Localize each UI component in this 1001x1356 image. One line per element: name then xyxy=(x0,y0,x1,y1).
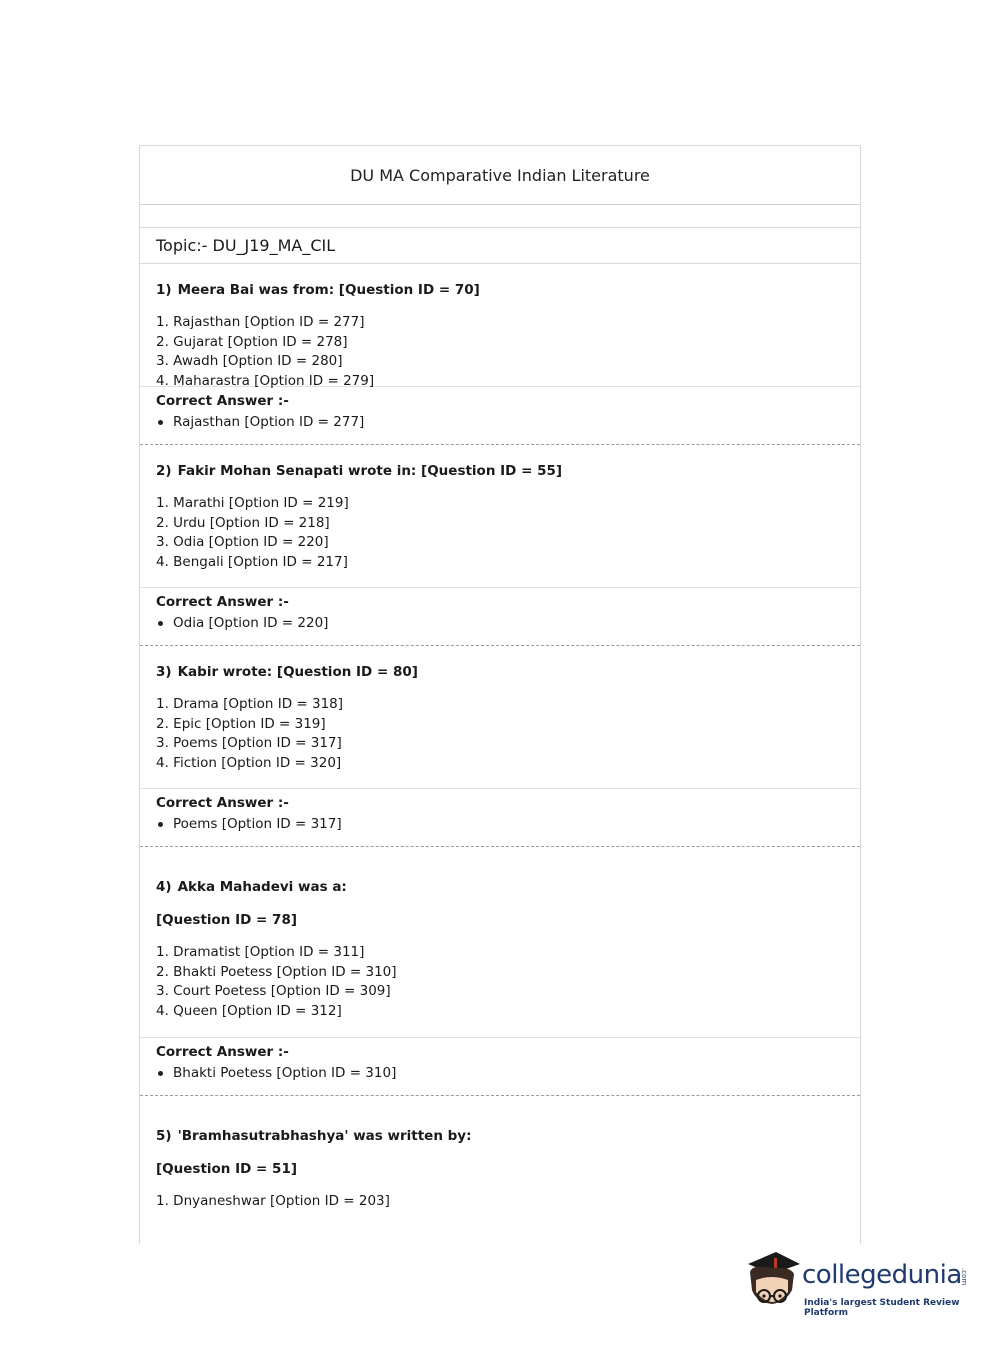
question-text: Kabir wrote: [Question ID = 80] xyxy=(177,664,418,680)
question-5-title xyxy=(156,1128,844,1144)
correct-answer xyxy=(156,1065,844,1081)
option-item: 1. Dramatist [Option ID = 311] xyxy=(156,944,365,960)
option-item: 2. Urdu [Option ID = 218] xyxy=(156,514,330,531)
option-item: 4. Fiction [Option ID = 320] xyxy=(156,754,342,771)
question-1-options xyxy=(156,313,844,391)
option-item: 3. Poems [Option ID = 317] xyxy=(156,735,342,751)
option-item: 3. Court Poetess [Option ID = 309] xyxy=(156,983,391,999)
question-5 xyxy=(140,1096,860,1212)
spacer-row xyxy=(140,205,860,228)
bullet-icon xyxy=(158,420,163,425)
answer-2 xyxy=(140,587,860,645)
correct-answer xyxy=(156,615,844,631)
option-item: 1. Rajasthan [Option ID = 277] xyxy=(156,314,365,330)
question-text: Akka Mahadevi was a: xyxy=(177,879,347,895)
correct-answer-label: Correct Answer :- xyxy=(156,594,289,610)
question-2-title xyxy=(156,463,844,479)
brand-name: collegedunia xyxy=(802,1260,962,1290)
question-1-title xyxy=(156,282,844,298)
question-id: [Question ID = 51] xyxy=(156,1161,298,1177)
question-2-options xyxy=(156,494,844,572)
option-item: 3. Odia [Option ID = 220] xyxy=(156,534,329,550)
question-3-title xyxy=(156,664,844,680)
question-4-options xyxy=(156,943,844,1021)
question-3 xyxy=(140,646,860,788)
collegedunia-logo xyxy=(742,1250,972,1320)
document-title-text: DU MA Comparative Indian Literature xyxy=(350,165,650,185)
correct-answer-text: Rajasthan [Option ID = 277] xyxy=(173,414,365,430)
option-item: 3. Awadh [Option ID = 280] xyxy=(156,353,343,369)
option-item: 4. Maharastra [Option ID = 279] xyxy=(156,372,375,389)
question-text: 'Bramhasutrabhashya' was written by: xyxy=(177,1128,472,1144)
document-sheet xyxy=(139,145,861,1244)
correct-answer-label: Correct Answer :- xyxy=(156,795,289,811)
question-number: 1) xyxy=(156,282,172,298)
question-3-options xyxy=(156,695,844,773)
question-number: 2) xyxy=(156,463,172,479)
correct-answer-text: Odia [Option ID = 220] xyxy=(173,615,329,631)
option-item: 2. Epic [Option ID = 319] xyxy=(156,715,326,732)
correct-answer-label: Correct Answer :- xyxy=(156,393,289,409)
option-item: 1. Marathi [Option ID = 219] xyxy=(156,495,349,511)
question-text: Fakir Mohan Senapati wrote in: [Question ID = 55] xyxy=(177,463,563,479)
question-5-options xyxy=(156,1192,844,1212)
correct-answer xyxy=(156,816,844,832)
question-4 xyxy=(140,847,860,1037)
topic-heading xyxy=(140,228,860,264)
question-id: [Question ID = 78] xyxy=(156,912,298,928)
option-item: 1. Dnyaneshwar [Option ID = 203] xyxy=(156,1193,390,1209)
answer-1 xyxy=(140,386,860,444)
option-item: 1. Drama [Option ID = 318] xyxy=(156,696,344,712)
mascot-icon xyxy=(742,1250,802,1316)
correct-answer-label: Correct Answer :- xyxy=(156,1044,289,1060)
question-2 xyxy=(140,445,860,587)
question-number: 3) xyxy=(156,664,172,680)
question-4-title xyxy=(156,879,844,895)
correct-answer-text: Poems [Option ID = 317] xyxy=(173,816,342,832)
bullet-icon xyxy=(158,822,163,827)
answer-3 xyxy=(140,788,860,846)
option-item: 2. Gujarat [Option ID = 278] xyxy=(156,333,348,350)
answer-4 xyxy=(140,1037,860,1095)
bullet-icon xyxy=(158,621,163,626)
question-number: 4) xyxy=(156,879,172,895)
option-item: 2. Bhakti Poetess [Option ID = 310] xyxy=(156,963,397,980)
question-text: Meera Bai was from: [Question ID = 70] xyxy=(177,282,480,298)
question-number: 5) xyxy=(156,1128,172,1144)
option-item: 4. Bengali [Option ID = 217] xyxy=(156,553,348,570)
option-item: 4. Queen [Option ID = 312] xyxy=(156,1002,342,1019)
brand-suffix: .com xyxy=(960,1268,968,1286)
correct-answer-text: Bhakti Poetess [Option ID = 310] xyxy=(173,1065,397,1081)
bullet-icon xyxy=(158,1071,163,1076)
brand-tagline: India's largest Student Review Platform xyxy=(804,1298,960,1318)
question-1 xyxy=(140,264,860,389)
topic-text: Topic:- DU_J19_MA_CIL xyxy=(156,236,336,255)
correct-answer xyxy=(156,414,844,430)
document-title xyxy=(140,146,860,205)
